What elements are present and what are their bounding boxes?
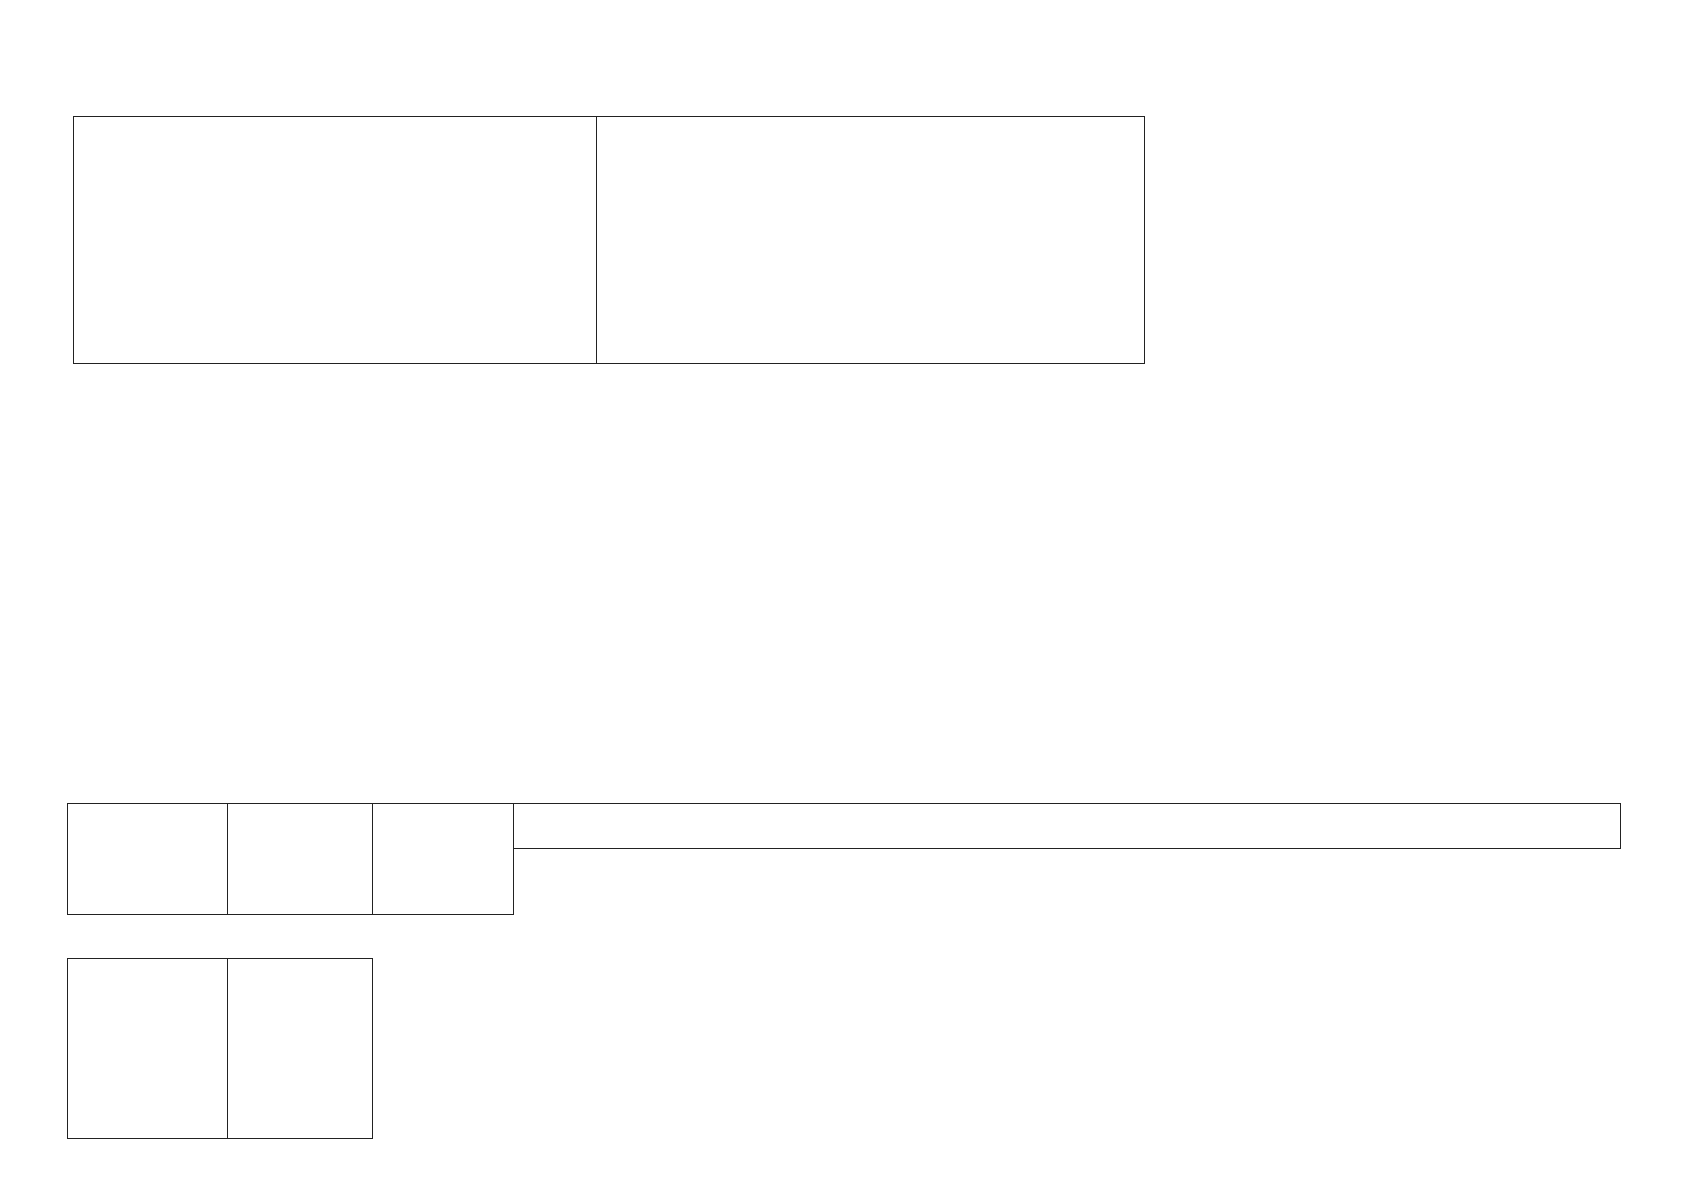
column-numbers-row (68, 915, 1621, 959)
table-row (68, 959, 1621, 1004)
subprogram-cell (228, 959, 373, 1139)
header-customer (373, 804, 514, 915)
funding-summary-years (597, 117, 1144, 363)
header-expenses (514, 804, 1621, 849)
resource-table (67, 803, 1621, 1139)
status-cell (68, 959, 228, 1139)
funding-summary-box (73, 116, 1145, 364)
header-status (68, 804, 228, 915)
funding-summary-empty-cell (74, 117, 597, 363)
header-subprogram (228, 804, 373, 915)
